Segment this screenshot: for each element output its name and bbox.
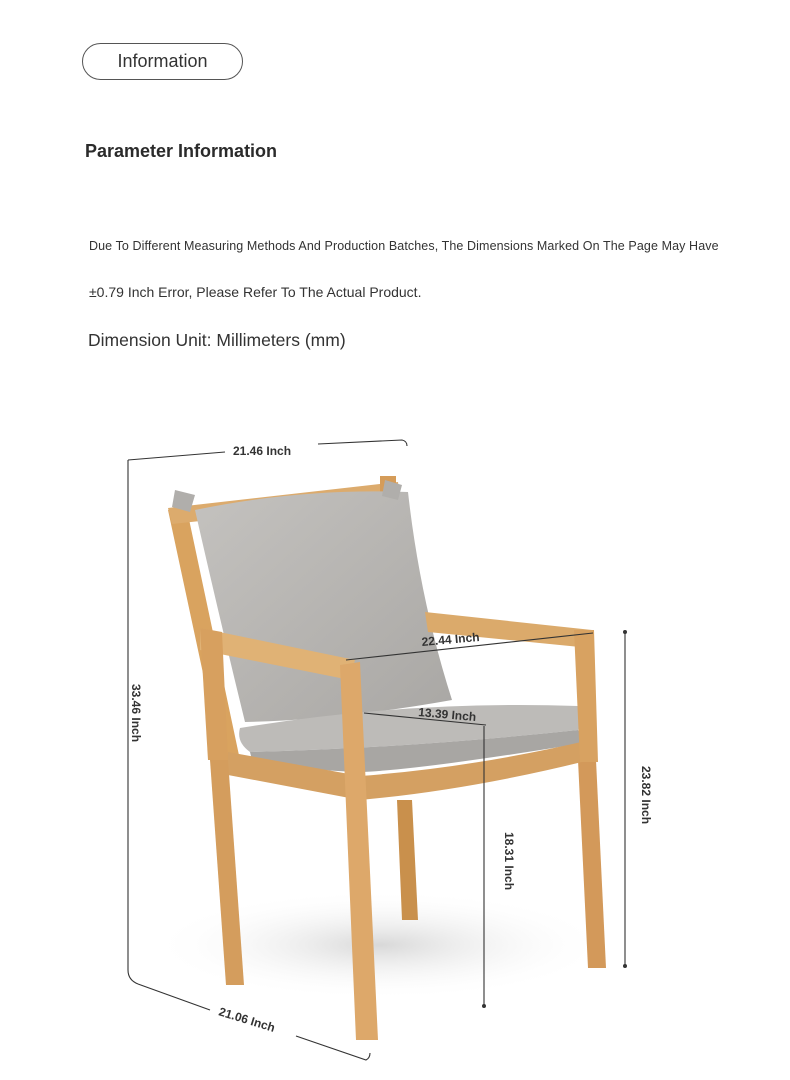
dim-arm-width: 22.44 Inch [421, 629, 481, 649]
section-title: Parameter Information [85, 141, 278, 161]
dim-top-width: 21.46 Inch [233, 444, 292, 458]
measurement-note-line1: Due To Different Measuring Methods And Production Batches, The Dimensions Marked On The Page May Have [89, 239, 719, 253]
dimension-unit-label: Dimension Unit: Millimeters (mm) [88, 330, 346, 350]
floor-shadow [150, 890, 610, 1000]
dim-bottom-depth: 21.06 Inch [217, 1004, 277, 1035]
dim-seat-height: 18.31 Inch [502, 832, 516, 891]
dim-arm-height: 23.82 Inch [639, 766, 653, 825]
dim-seat-depth: 13.39 Inch [417, 705, 477, 725]
measurement-note-line2: ±0.79 Inch Error, Please Refer To The Actual Product. [89, 284, 422, 300]
information-tab-label: Information [117, 51, 208, 71]
dim-overall-height: 33.46 Inch [129, 684, 143, 743]
